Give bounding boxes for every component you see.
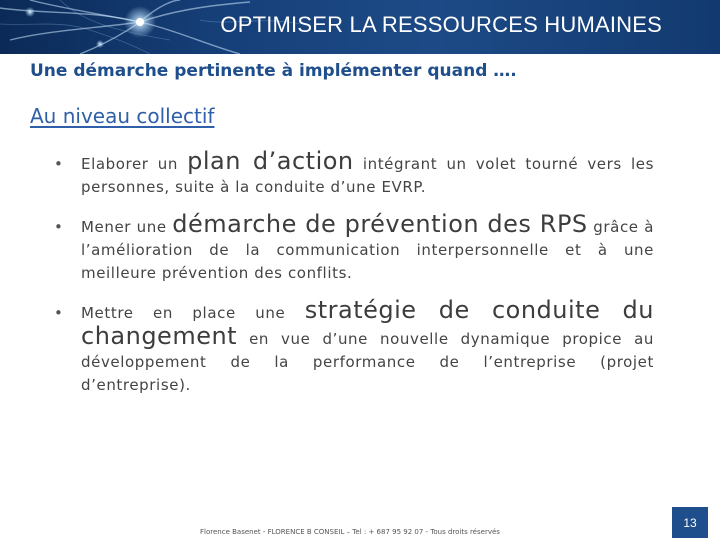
bullet-text (81, 147, 654, 199)
bullet-highlight: plan d’action (187, 147, 354, 175)
page-number: 13 (683, 515, 697, 530)
section-heading: Au niveau collectif (30, 104, 215, 128)
bullet-text (81, 210, 654, 285)
bullet-rest-text: intégrant un volet tourné vers les personnes, suite à la conduite d’une EVRP. (81, 155, 654, 196)
slide-subtitle: Une démarche pertinente à implémenter quand …. (30, 61, 517, 81)
bullet-lead-text: Mettre en place une (81, 304, 305, 322)
bullet-rest-text: grâce à l’amélioration de la communication interpersonnelle et à une meilleure prévention des conflits. (81, 218, 654, 282)
bullet-highlight: stratégie de conduite du changement (81, 296, 654, 350)
footer-copyright: Florence Basenet - FLORENCE B CONSEIL – Tel : + 687 95 92 07 - Tous droits réservés (200, 528, 500, 536)
header-banner (0, 0, 720, 54)
bullet-marker: • (54, 155, 63, 173)
bullet-rest-text: en vue d’une nouvelle dynamique propice au développement de la performance de l’entreprise (projet d’entreprise). (81, 330, 654, 394)
bullet-item (54, 296, 654, 397)
bullet-lead-text: Elaborer un (81, 155, 188, 173)
page-number-badge (672, 507, 708, 538)
bullet-highlight: démarche de prévention des RPS (172, 210, 588, 238)
bullet-marker: • (54, 304, 63, 322)
bullet-lead-text: Mener une (81, 218, 173, 236)
bullet-item (54, 147, 654, 199)
banner-title: OPTIMISER LA RESSOURCES HUMAINES (220, 12, 662, 37)
bullet-marker: • (54, 218, 63, 236)
bullet-text (81, 296, 654, 397)
bullet-item (54, 210, 654, 285)
bullet-list (54, 147, 654, 411)
